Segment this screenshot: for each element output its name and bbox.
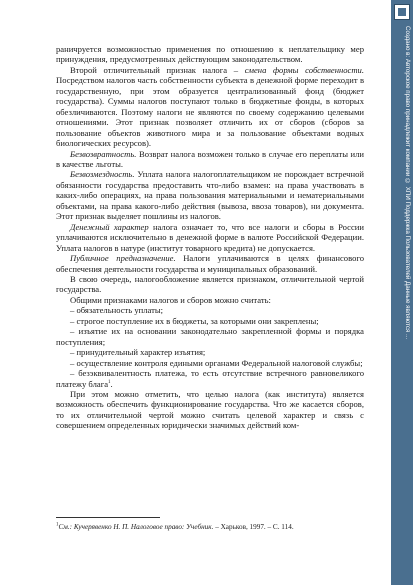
list-item: – осуществление контроля едиными органами Федеральной налоговой службы; [70, 357, 363, 368]
footnote-ref: 1 [108, 379, 111, 385]
paragraph: Денежный характер налога означает то, что все налоги и сборы в России уплачиваются исключительно в денежной форме в валюте Российской Федерации. Уплата налогов в натуре (институт товарного кредита) не допускается. [56, 221, 365, 253]
paragraph: В свою очередь, налогообложение является признаком, отличительной чертой государства. [56, 273, 364, 295]
paragraph: Общими признаками налогов и сборов можно считать: [70, 294, 271, 305]
list-item: – безэквивалентность платежа, то есть отсутствие встречного равновеликого платежу блага$^1$. [56, 368, 364, 389]
paragraph: Безвозмездность. Уплата налога налогоплательщиком не порождает встречной обязанности государства предоставить что-либо взамен: на права участвовать в каких-либо операциях, на права пользования материальными и нематериальными объектами, на права какого-либо действия (вывоза, ввоза товаров), ни документа. Этот признак выделяет пошлины из налогов. [56, 169, 364, 222]
paragraph: раничруется возможностью применения по отношению к неплательщику мер принуждения, предусмотренных действующим законодательством. [56, 44, 364, 65]
banner-text: Создано в: Авторское право принадлежит компании © ХПИ Поддержка Пользователей Данные являются ... [404, 26, 411, 340]
banner-logo-icon [394, 4, 410, 20]
footnote-divider [56, 517, 160, 518]
paragraph: Безвозвратность. Возврат налога возможен только в случае его переплаты или в качестве льготы. [56, 148, 364, 169]
list-item: – изъятие их на основании законодательно закрепленной формы и порядка поступления; [56, 326, 364, 347]
paragraph: Второй отличительный признак налога – смена формы собственности. Посредством налогов часть собственности субъекта в денежной форме переходит в государственную, при этом образуется централизованный фонд (бюджет государства). Суммы налогов поступают только в бюджетные фонды, в которых обезличиваются. Поэтому налоги не являются по своему содержанию целевыми отношениями. Этот признак позволяет отличить их от сборов (сборов за пользование объектов животного мира и за пользование объектами водных биологических ресурсов). [56, 64, 365, 149]
footnote: $^1$См.: Кучерявенко Н. П. Налоговое право: Учебник. – Харьков, 1997. – С. 114. [56, 522, 294, 531]
list-item: – строгое поступление их в бюджеты, за которыми они закреплены; [70, 315, 319, 326]
paragraph: Публичное предназначение. Налоги уплачиваются в целях финансового обеспечения деятельности государства и муниципальных образований. [56, 253, 364, 274]
paragraph: При этом можно отметить, что целью налога (как института) является возможность обеспечить функционирование государства. Что же касается сборов, то их отличительной чертой можно считать целевой характер и связь с совершением определенных юридически значимых действий ком- [56, 388, 364, 431]
list-item: – принудительный характер изъятия; [70, 347, 206, 358]
list-item: – обязательность уплаты; [70, 305, 164, 316]
side-banner [391, 0, 413, 585]
body-text [56, 44, 364, 431]
